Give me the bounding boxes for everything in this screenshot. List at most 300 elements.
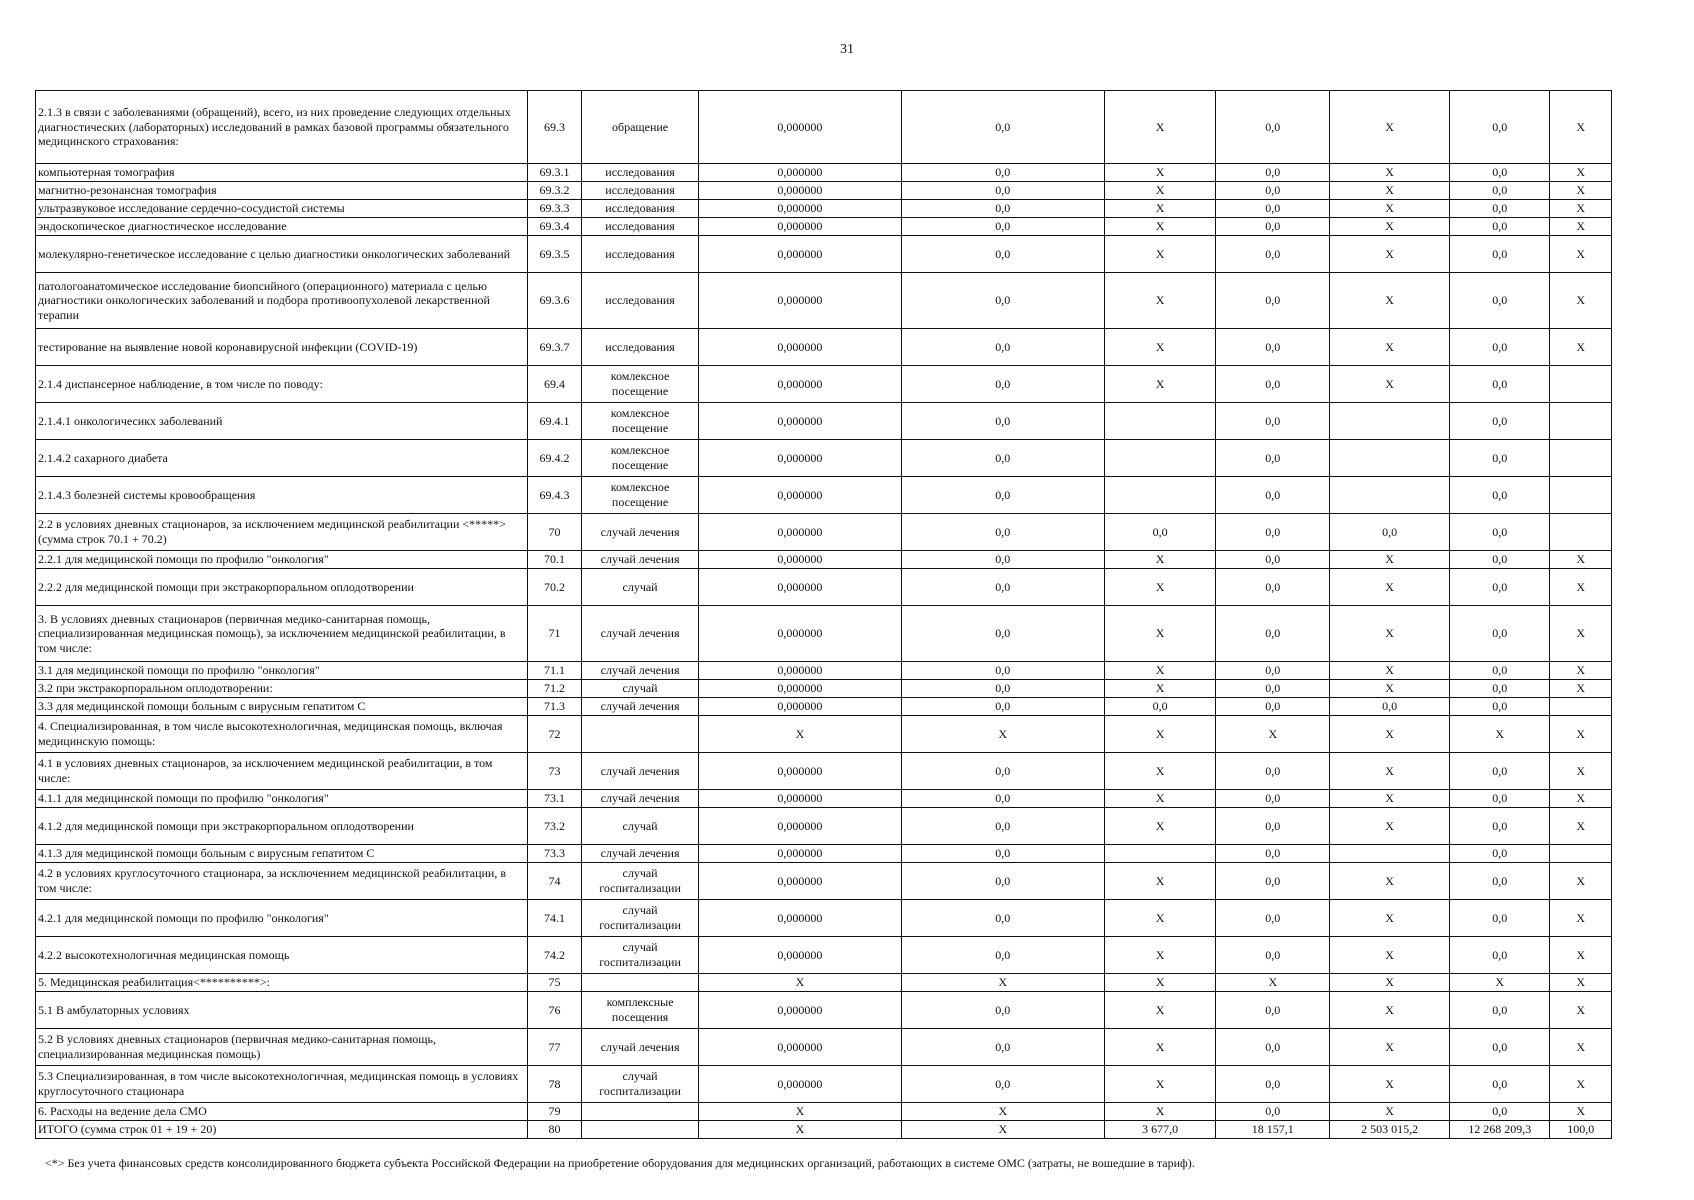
row-code-cell: 69.3.2 <box>527 182 581 200</box>
capita-oms-cell: 0,0 <box>1216 182 1330 200</box>
total-oms-cell: X <box>1450 716 1550 753</box>
capita-budget-cell: X <box>1104 366 1216 403</box>
volume-norm-cell: 0,000000 <box>698 236 901 273</box>
cost-norm-cell: 0,0 <box>901 863 1104 900</box>
capita-oms-cell: X <box>1216 716 1330 753</box>
capita-oms-cell: 0,0 <box>1216 790 1330 808</box>
row-name-cell: 4.1.1 для медицинской помощи по профилю "онкология" <box>36 790 528 808</box>
row-name-cell: тестирование на выявление новой коронавирусной инфекции (COVID-19) <box>36 329 528 366</box>
table-row <box>36 790 1612 808</box>
row-code-cell: 69.3.4 <box>527 218 581 236</box>
capita-oms-cell: 0,0 <box>1216 1103 1330 1121</box>
row-code-cell: 74 <box>527 863 581 900</box>
row-name-cell: 4.2.1 для медицинской помощи по профилю "онкология" <box>36 900 528 937</box>
volume-norm-cell: 0,000000 <box>698 808 901 845</box>
unit-cell: случай лечения <box>582 606 699 662</box>
volume-norm-cell: 0,000000 <box>698 662 901 680</box>
unit-cell: исследования <box>582 329 699 366</box>
volume-norm-cell: 0,000000 <box>698 863 901 900</box>
row-name-cell: ультразвуковое исследование сердечно-сосудистой системы <box>36 200 528 218</box>
row-name-cell: 2.1.4.1 онкологичесикх заболеваний <box>36 403 528 440</box>
table-row <box>36 200 1612 218</box>
capita-budget-cell: X <box>1104 662 1216 680</box>
capita-oms-cell: 0,0 <box>1216 606 1330 662</box>
total-budget-cell: X <box>1330 273 1450 329</box>
row-name-cell: 2.1.4 диспансерное наблюдение, в том числе по поводу: <box>36 366 528 403</box>
row-name-cell: 5.2 В условиях дневных стационаров (первичная медико-санитарная помощь, специализированная медицинская помощь) <box>36 1029 528 1066</box>
table-row <box>36 808 1612 845</box>
unit-cell <box>582 1121 699 1139</box>
volume-norm-cell: 0,000000 <box>698 698 901 716</box>
capita-oms-cell: X <box>1216 974 1330 992</box>
capita-oms-cell: 0,0 <box>1216 753 1330 790</box>
row-name-cell: 2.1.3 в связи с заболеваниями (обращений), всего, из них проведение следующих отдельных диагностических (лабораторных) исследований в рамках базовой программы обязательного медицинского страхования: <box>36 91 528 164</box>
capita-budget-cell: X <box>1104 164 1216 182</box>
percent-cell: X <box>1550 992 1612 1029</box>
row-name-cell: 2.2.1 для медицинской помощи по профилю "онкология" <box>36 551 528 569</box>
cost-norm-cell: 0,0 <box>901 91 1104 164</box>
cost-norm-cell: 0,0 <box>901 551 1104 569</box>
percent-cell <box>1550 366 1612 403</box>
unit-cell: исследования <box>582 236 699 273</box>
percent-cell: X <box>1550 164 1612 182</box>
volume-norm-cell: 0,000000 <box>698 1066 901 1103</box>
row-code-cell: 71.3 <box>527 698 581 716</box>
capita-oms-cell: 0,0 <box>1216 329 1330 366</box>
table-row <box>36 1103 1612 1121</box>
unit-cell: комлексное посещение <box>582 477 699 514</box>
table-row <box>36 403 1612 440</box>
row-code-cell: 75 <box>527 974 581 992</box>
percent-cell: X <box>1550 329 1612 366</box>
capita-oms-cell: 0,0 <box>1216 218 1330 236</box>
capita-oms-cell: 0,0 <box>1216 1029 1330 1066</box>
capita-oms-cell: 0,0 <box>1216 569 1330 606</box>
capita-oms-cell: 0,0 <box>1216 863 1330 900</box>
percent-cell: X <box>1550 182 1612 200</box>
row-name-cell: 2.2 в условиях дневных стационаров, за исключением медицинской реабилитации <*****> (сумма строк 70.1 + 70.2) <box>36 514 528 551</box>
row-name-cell: эндоскопическое диагностическое исследование <box>36 218 528 236</box>
total-budget-cell: X <box>1330 329 1450 366</box>
capita-budget-cell: X <box>1104 937 1216 974</box>
cost-norm-cell: 0,0 <box>901 366 1104 403</box>
total-budget-cell: X <box>1330 680 1450 698</box>
cost-norm-cell: 0,0 <box>901 790 1104 808</box>
cost-norm-cell: 0,0 <box>901 680 1104 698</box>
percent-cell: X <box>1550 1066 1612 1103</box>
volume-norm-cell: X <box>698 1121 901 1139</box>
capita-oms-cell: 0,0 <box>1216 477 1330 514</box>
capita-oms-cell: 0,0 <box>1216 698 1330 716</box>
total-oms-cell: 0,0 <box>1450 937 1550 974</box>
total-oms-cell: 0,0 <box>1450 1029 1550 1066</box>
row-code-cell: 71.2 <box>527 680 581 698</box>
volume-norm-cell: 0,000000 <box>698 514 901 551</box>
capita-oms-cell: 0,0 <box>1216 403 1330 440</box>
row-code-cell: 78 <box>527 1066 581 1103</box>
row-name-cell: компьютерная томография <box>36 164 528 182</box>
capita-oms-cell: 0,0 <box>1216 440 1330 477</box>
volume-norm-cell: 0,000000 <box>698 753 901 790</box>
table-row <box>36 1066 1612 1103</box>
percent-cell <box>1550 698 1612 716</box>
total-oms-cell: 0,0 <box>1450 366 1550 403</box>
cost-norm-cell: 0,0 <box>901 606 1104 662</box>
percent-cell: X <box>1550 808 1612 845</box>
total-oms-cell: 0,0 <box>1450 403 1550 440</box>
row-name-cell: 2.1.4.2 сахарного диабета <box>36 440 528 477</box>
total-budget-cell: X <box>1330 218 1450 236</box>
cost-norm-cell: X <box>901 974 1104 992</box>
capita-budget-cell: X <box>1104 606 1216 662</box>
cost-norm-cell: 0,0 <box>901 1029 1104 1066</box>
capita-oms-cell: 0,0 <box>1216 551 1330 569</box>
percent-cell: X <box>1550 236 1612 273</box>
total-oms-cell: 0,0 <box>1450 200 1550 218</box>
total-budget-cell: 0,0 <box>1330 698 1450 716</box>
percent-cell: X <box>1550 937 1612 974</box>
row-code-cell: 74.1 <box>527 900 581 937</box>
row-name-cell: 4.1 в условиях дневных стационаров, за исключением медицинской реабилитации, в том числе: <box>36 753 528 790</box>
capita-oms-cell: 0,0 <box>1216 514 1330 551</box>
volume-norm-cell: 0,000000 <box>698 900 901 937</box>
capita-oms-cell: 0,0 <box>1216 91 1330 164</box>
row-name-cell: 4. Специализированная, в том числе высокотехнологичная, медицинская помощь, включая медицинскую помощь: <box>36 716 528 753</box>
table-row <box>36 164 1612 182</box>
percent-cell: X <box>1550 716 1612 753</box>
cost-norm-cell: 0,0 <box>901 440 1104 477</box>
total-budget-cell: X <box>1330 900 1450 937</box>
cost-norm-cell: 0,0 <box>901 403 1104 440</box>
row-code-cell: 79 <box>527 1103 581 1121</box>
row-code-cell: 72 <box>527 716 581 753</box>
row-name-cell: 5.1 В амбулаторных условиях <box>36 992 528 1029</box>
percent-cell: X <box>1550 863 1612 900</box>
volume-norm-cell: X <box>698 1103 901 1121</box>
row-code-cell: 70 <box>527 514 581 551</box>
total-oms-cell: 0,0 <box>1450 164 1550 182</box>
total-budget-cell: X <box>1330 1029 1450 1066</box>
total-budget-cell: X <box>1330 863 1450 900</box>
total-budget-cell: X <box>1330 974 1450 992</box>
cost-norm-cell: 0,0 <box>901 753 1104 790</box>
row-code-cell: 71.1 <box>527 662 581 680</box>
row-code-cell: 76 <box>527 992 581 1029</box>
cost-norm-cell: 0,0 <box>901 164 1104 182</box>
percent-cell: X <box>1550 1103 1612 1121</box>
row-code-cell: 77 <box>527 1029 581 1066</box>
row-name-cell: 4.1.3 для медицинской помощи больным с вирусным гепатитом С <box>36 845 528 863</box>
total-budget-cell: X <box>1330 569 1450 606</box>
table-row <box>36 477 1612 514</box>
table-row <box>36 863 1612 900</box>
total-budget-cell: X <box>1330 753 1450 790</box>
table-row <box>36 1121 1612 1139</box>
capita-budget-cell: X <box>1104 273 1216 329</box>
capita-budget-cell: X <box>1104 551 1216 569</box>
row-code-cell: 73.1 <box>527 790 581 808</box>
table-row <box>36 1029 1612 1066</box>
percent-cell: X <box>1550 662 1612 680</box>
capita-budget-cell: X <box>1104 808 1216 845</box>
total-budget-cell <box>1330 477 1450 514</box>
capita-oms-cell: 0,0 <box>1216 366 1330 403</box>
capita-budget-cell: X <box>1104 900 1216 937</box>
row-name-cell: 4.2.2 высокотехнологичная медицинская помощь <box>36 937 528 974</box>
unit-cell: случай лечения <box>582 514 699 551</box>
unit-cell: случай госпитализации <box>582 1066 699 1103</box>
cost-norm-cell: 0,0 <box>901 236 1104 273</box>
total-oms-cell: 0,0 <box>1450 91 1550 164</box>
row-code-cell: 70.2 <box>527 569 581 606</box>
capita-budget-cell: X <box>1104 236 1216 273</box>
volume-norm-cell: 0,000000 <box>698 937 901 974</box>
percent-cell <box>1550 845 1612 863</box>
total-budget-cell: X <box>1330 236 1450 273</box>
row-code-cell: 73.3 <box>527 845 581 863</box>
table-row <box>36 329 1612 366</box>
total-oms-cell: 0,0 <box>1450 273 1550 329</box>
percent-cell <box>1550 440 1612 477</box>
table-row <box>36 845 1612 863</box>
unit-cell: случай лечения <box>582 1029 699 1066</box>
volume-norm-cell: 0,000000 <box>698 845 901 863</box>
total-oms-cell: 0,0 <box>1450 514 1550 551</box>
row-code-cell: 69.3 <box>527 91 581 164</box>
capita-budget-cell: X <box>1104 1103 1216 1121</box>
cost-norm-cell: 0,0 <box>901 808 1104 845</box>
row-name-cell: патологоанатомическое исследование биопсийного (операционного) материала с целью диагностики онкологических заболеваний и подбора противоопухолевой лекарственной терапии <box>36 273 528 329</box>
unit-cell: комплексные посещения <box>582 992 699 1029</box>
capita-budget-cell: X <box>1104 1029 1216 1066</box>
percent-cell: X <box>1550 200 1612 218</box>
row-code-cell: 71 <box>527 606 581 662</box>
total-budget-cell: X <box>1330 200 1450 218</box>
total-oms-cell: 0,0 <box>1450 863 1550 900</box>
page-number: 31 <box>840 42 854 57</box>
volume-norm-cell: 0,000000 <box>698 329 901 366</box>
total-budget-cell: X <box>1330 716 1450 753</box>
unit-cell <box>582 974 699 992</box>
total-oms-cell: 0,0 <box>1450 698 1550 716</box>
row-name-cell: 3.1 для медицинской помощи по профилю "онкология" <box>36 662 528 680</box>
unit-cell: случай госпитализации <box>582 937 699 974</box>
volume-norm-cell: 0,000000 <box>698 91 901 164</box>
cost-norm-cell: 0,0 <box>901 992 1104 1029</box>
volume-norm-cell: 0,000000 <box>698 182 901 200</box>
row-code-cell: 69.4.2 <box>527 440 581 477</box>
table-row <box>36 900 1612 937</box>
capita-budget-cell: X <box>1104 790 1216 808</box>
capita-oms-cell: 0,0 <box>1216 937 1330 974</box>
total-oms-cell: 0,0 <box>1450 1066 1550 1103</box>
capita-budget-cell: X <box>1104 569 1216 606</box>
total-oms-cell: 0,0 <box>1450 845 1550 863</box>
total-oms-cell: 0,0 <box>1450 662 1550 680</box>
row-name-cell: 3.3 для медицинской помощи больным с вирусным гепатитом С <box>36 698 528 716</box>
percent-cell: X <box>1550 680 1612 698</box>
volume-norm-cell: 0,000000 <box>698 440 901 477</box>
total-oms-cell: 0,0 <box>1450 182 1550 200</box>
total-oms-cell: 0,0 <box>1450 218 1550 236</box>
cost-norm-cell: 0,0 <box>901 329 1104 366</box>
table-row <box>36 937 1612 974</box>
row-code-cell: 69.4.3 <box>527 477 581 514</box>
capita-oms-cell: 0,0 <box>1216 680 1330 698</box>
row-name-cell: 4.1.2 для медицинской помощи при экстракорпоральном оплодотворении <box>36 808 528 845</box>
row-name-cell: молекулярно-генетическое исследование с целью диагностики онкологических заболеваний <box>36 236 528 273</box>
row-name-cell: ИТОГО (сумма строк 01 + 19 + 20) <box>36 1121 528 1139</box>
unit-cell: исследования <box>582 164 699 182</box>
total-budget-cell: 0,0 <box>1330 514 1450 551</box>
unit-cell <box>582 716 699 753</box>
cost-norm-cell: 0,0 <box>901 273 1104 329</box>
volume-norm-cell: 0,000000 <box>698 680 901 698</box>
unit-cell: случай <box>582 569 699 606</box>
cost-norm-cell: 0,0 <box>901 569 1104 606</box>
capita-budget-cell: X <box>1104 974 1216 992</box>
total-oms-cell: 0,0 <box>1450 440 1550 477</box>
capita-oms-cell: 0,0 <box>1216 992 1330 1029</box>
cost-norm-cell: X <box>901 1103 1104 1121</box>
total-oms-cell: 0,0 <box>1450 680 1550 698</box>
row-name-cell: магнитно-резонансная томография <box>36 182 528 200</box>
percent-cell: X <box>1550 900 1612 937</box>
total-oms-cell: 0,0 <box>1450 329 1550 366</box>
cost-norm-cell: 0,0 <box>901 662 1104 680</box>
capita-oms-cell: 0,0 <box>1216 900 1330 937</box>
capita-budget-cell: 0,0 <box>1104 698 1216 716</box>
volume-norm-cell: X <box>698 974 901 992</box>
cost-norm-cell: 0,0 <box>901 218 1104 236</box>
capita-budget-cell: X <box>1104 680 1216 698</box>
unit-cell: случай лечения <box>582 790 699 808</box>
total-oms-cell: 0,0 <box>1450 808 1550 845</box>
capita-budget-cell: X <box>1104 863 1216 900</box>
table-row <box>36 680 1612 698</box>
row-code-cell: 73 <box>527 753 581 790</box>
cost-norm-cell: 0,0 <box>901 900 1104 937</box>
cost-norm-cell: 0,0 <box>901 477 1104 514</box>
capita-oms-cell: 0,0 <box>1216 273 1330 329</box>
total-budget-cell: X <box>1330 182 1450 200</box>
cost-norm-cell: 0,0 <box>901 937 1104 974</box>
capita-oms-cell: 0,0 <box>1216 200 1330 218</box>
row-name-cell: 2.2.2 для медицинской помощи при экстракорпоральном оплодотворении <box>36 569 528 606</box>
row-name-cell: 3.2 при экстракорпоральном оплодотворении: <box>36 680 528 698</box>
cost-norm-cell: X <box>901 716 1104 753</box>
table-row <box>36 273 1612 329</box>
row-code-cell: 80 <box>527 1121 581 1139</box>
volume-norm-cell: 0,000000 <box>698 992 901 1029</box>
volume-norm-cell: 0,000000 <box>698 273 901 329</box>
volume-norm-cell: 0,000000 <box>698 218 901 236</box>
unit-cell: случай лечения <box>582 551 699 569</box>
unit-cell: случай лечения <box>582 698 699 716</box>
percent-cell <box>1550 403 1612 440</box>
volume-norm-cell: 0,000000 <box>698 551 901 569</box>
percent-cell: X <box>1550 551 1612 569</box>
capita-budget-cell: 0,0 <box>1104 514 1216 551</box>
volume-norm-cell: 0,000000 <box>698 606 901 662</box>
table-row <box>36 662 1612 680</box>
total-budget-cell: X <box>1330 808 1450 845</box>
total-oms-cell: 12 268 209,3 <box>1450 1121 1550 1139</box>
tariff-table <box>35 90 1612 1139</box>
row-code-cell: 70.1 <box>527 551 581 569</box>
table-row <box>36 514 1612 551</box>
row-name-cell: 5.3 Специализированная, в том числе высокотехнологичная, медицинская помощь в условиях круглосуточного стационара <box>36 1066 528 1103</box>
total-budget-cell <box>1330 440 1450 477</box>
table-row <box>36 91 1612 164</box>
total-budget-cell: X <box>1330 1066 1450 1103</box>
row-code-cell: 73.2 <box>527 808 581 845</box>
capita-oms-cell: 0,0 <box>1216 808 1330 845</box>
capita-budget-cell <box>1104 845 1216 863</box>
total-oms-cell: 0,0 <box>1450 790 1550 808</box>
capita-budget-cell: 3 677,0 <box>1104 1121 1216 1139</box>
unit-cell: случай госпитализации <box>582 863 699 900</box>
capita-budget-cell: X <box>1104 200 1216 218</box>
table-row <box>36 569 1612 606</box>
table-row <box>36 218 1612 236</box>
table-row <box>36 440 1612 477</box>
percent-cell: X <box>1550 606 1612 662</box>
percent-cell <box>1550 477 1612 514</box>
cost-norm-cell: 0,0 <box>901 1066 1104 1103</box>
capita-budget-cell <box>1104 477 1216 514</box>
total-oms-cell: 0,0 <box>1450 753 1550 790</box>
cost-norm-cell: 0,0 <box>901 698 1104 716</box>
row-code-cell: 69.3.3 <box>527 200 581 218</box>
row-name-cell: 4.2 в условиях круглосуточного стационара, за исключением медицинской реабилитации, в том числе: <box>36 863 528 900</box>
row-code-cell: 69.3.1 <box>527 164 581 182</box>
percent-cell: X <box>1550 273 1612 329</box>
table-row <box>36 992 1612 1029</box>
capita-budget-cell: X <box>1104 1066 1216 1103</box>
row-code-cell: 69.3.7 <box>527 329 581 366</box>
unit-cell: комлексное посещение <box>582 440 699 477</box>
table-row <box>36 551 1612 569</box>
total-oms-cell: 0,0 <box>1450 551 1550 569</box>
cost-norm-cell: 0,0 <box>901 514 1104 551</box>
table-body <box>36 91 1612 1139</box>
total-budget-cell: X <box>1330 606 1450 662</box>
capita-budget-cell <box>1104 440 1216 477</box>
row-code-cell: 69.3.5 <box>527 236 581 273</box>
total-oms-cell: 0,0 <box>1450 569 1550 606</box>
unit-cell: случай госпитализации <box>582 900 699 937</box>
table-row <box>36 698 1612 716</box>
volume-norm-cell: 0,000000 <box>698 403 901 440</box>
total-budget-cell: X <box>1330 790 1450 808</box>
percent-cell: X <box>1550 974 1612 992</box>
row-code-cell: 69.4.1 <box>527 403 581 440</box>
total-oms-cell: 0,0 <box>1450 236 1550 273</box>
capita-oms-cell: 0,0 <box>1216 236 1330 273</box>
table-row <box>36 753 1612 790</box>
unit-cell: случай <box>582 808 699 845</box>
row-code-cell: 69.3.6 <box>527 273 581 329</box>
row-code-cell: 74.2 <box>527 937 581 974</box>
total-oms-cell: 0,0 <box>1450 1103 1550 1121</box>
volume-norm-cell: X <box>698 716 901 753</box>
table-row <box>36 182 1612 200</box>
row-code-cell: 69.4 <box>527 366 581 403</box>
total-budget-cell: X <box>1330 992 1450 1029</box>
percent-cell: X <box>1550 91 1612 164</box>
table-row <box>36 716 1612 753</box>
